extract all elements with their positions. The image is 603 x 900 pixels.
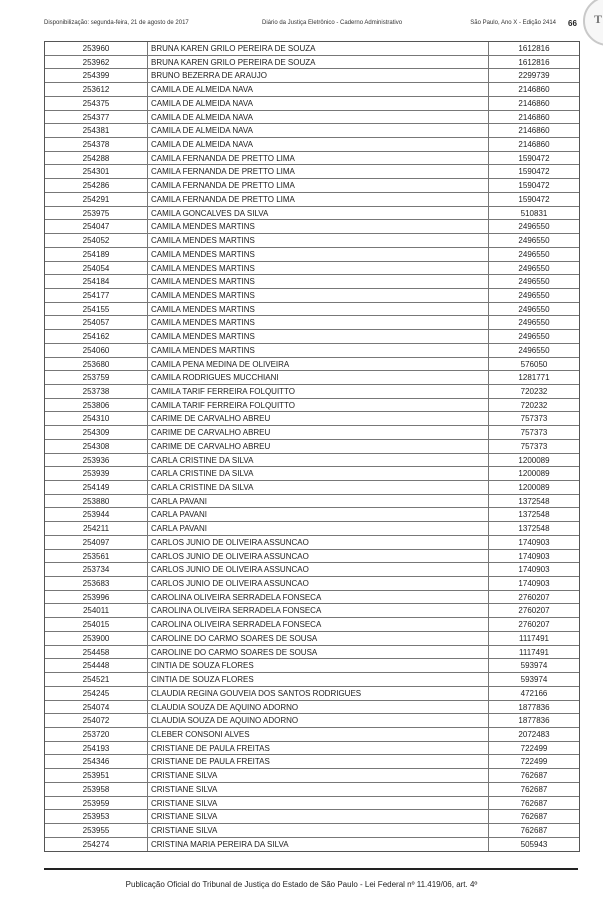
table-row xyxy=(45,797,579,811)
record-id-cell: 254057 xyxy=(45,316,148,329)
person-name-cell: CAMILA DE ALMEIDA NAVA xyxy=(148,97,489,110)
table-row xyxy=(45,495,579,509)
document-number-cell: 1200089 xyxy=(518,469,550,479)
person-name-cell: CAMILA PENA MEDINA DE OLIVEIRA xyxy=(148,358,489,371)
person-name-cell: CARLA PAVANI xyxy=(148,495,489,508)
table-row xyxy=(45,454,579,468)
record-id-cell: 253958 xyxy=(45,783,148,796)
record-id-cell: 254301 xyxy=(45,165,148,178)
table-row xyxy=(45,69,579,83)
document-number-cell: 2496550 xyxy=(518,277,550,287)
table-row xyxy=(45,207,579,221)
table-row xyxy=(45,234,579,248)
table-row xyxy=(45,248,579,262)
person-name-cell: CAMILA RODRIGUES MUCCHIANI xyxy=(148,371,489,384)
document-number-cell: 2496550 xyxy=(518,345,550,355)
record-id-cell: 253880 xyxy=(45,495,148,508)
document-number-cell: 576050 xyxy=(520,359,548,369)
court-seal-icon: T xyxy=(583,0,603,46)
document-number-cell: 1200089 xyxy=(518,483,550,492)
document-number-cell: 1740903 xyxy=(518,565,550,575)
document-number-cell: 2146860 xyxy=(518,112,550,122)
person-name-cell: CRISTIANE SILVA xyxy=(148,810,489,823)
record-id-cell: 254310 xyxy=(45,412,148,425)
document-number-cell: 2072483 xyxy=(518,729,550,739)
document-number-cell: 2146860 xyxy=(518,85,550,95)
record-id-cell: 254211 xyxy=(45,522,148,535)
record-id-cell: 254381 xyxy=(45,124,148,137)
document-number-cell: 2496550 xyxy=(518,222,550,232)
person-name-cell: CARLOS JUNIO DE OLIVEIRA ASSUNCAO xyxy=(148,563,489,576)
document-number-cell: 593974 xyxy=(520,675,548,685)
record-id-cell: 253953 xyxy=(45,810,148,823)
document-number-cell: 2496550 xyxy=(518,249,550,259)
document-number-cell: 722499 xyxy=(520,757,548,767)
record-id-cell: 254060 xyxy=(45,344,148,357)
document-number-cell: 1117491 xyxy=(519,633,549,643)
table-row xyxy=(45,358,579,372)
record-id-cell: 253900 xyxy=(45,632,148,645)
record-id-cell: 253806 xyxy=(45,399,148,412)
page-header xyxy=(44,20,580,32)
table-row xyxy=(45,138,579,152)
person-name-cell: CARLOS JUNIO DE OLIVEIRA ASSUNCAO xyxy=(148,577,489,590)
person-name-cell: CRISTINA MARIA PEREIRA DA SILVA xyxy=(148,838,489,852)
record-id-cell: 253951 xyxy=(45,769,148,782)
record-id-cell: 253975 xyxy=(45,207,148,220)
person-name-cell: CARLA CRISTINE DA SILVA xyxy=(148,467,489,480)
document-number-cell: 2496550 xyxy=(518,236,550,246)
document-number-cell: 1590472 xyxy=(518,153,550,163)
table-row xyxy=(45,687,579,701)
person-name-cell: CAMILA MENDES MARTINS xyxy=(148,275,489,288)
document-number-cell: 762687 xyxy=(520,825,548,835)
person-name-cell: CARLA CRISTINE DA SILVA xyxy=(148,481,489,494)
document-number-cell: 1590472 xyxy=(518,181,550,191)
person-name-cell: CRISTIANE SILVA xyxy=(148,783,489,796)
table-row xyxy=(45,783,579,797)
person-name-cell: BRUNA KAREN GRILO PEREIRA DE SOUZA xyxy=(148,56,489,69)
document-number-cell: 1590472 xyxy=(518,167,550,177)
document-number-cell: 1281771 xyxy=(518,373,550,383)
document-number-cell: 1590472 xyxy=(518,194,550,204)
table-row xyxy=(45,275,579,289)
table-row xyxy=(45,124,579,138)
document-number-cell: 2146860 xyxy=(518,98,550,108)
record-id-cell: 254291 xyxy=(45,193,148,206)
record-id-cell: 254288 xyxy=(45,152,148,165)
record-id-cell: 253680 xyxy=(45,358,148,371)
document-number-cell: 762687 xyxy=(520,771,548,781)
record-id-cell: 253936 xyxy=(45,454,148,467)
document-number-cell: 1877836 xyxy=(518,716,550,726)
record-id-cell: 254521 xyxy=(45,673,148,686)
person-name-cell: CAMILA FERNANDA DE PRETTO LIMA xyxy=(148,152,489,165)
record-id-cell: 254458 xyxy=(45,646,148,659)
record-id-cell: 254052 xyxy=(45,234,148,247)
table-row xyxy=(45,714,579,728)
table-row xyxy=(45,659,579,673)
document-number-cell: 1740903 xyxy=(518,551,550,561)
person-name-cell: CAMILA MENDES MARTINS xyxy=(148,316,489,329)
record-id-cell: 254015 xyxy=(45,618,148,631)
table-row xyxy=(45,481,579,495)
person-name-cell: CLAUDIA SOUZA DE AQUINO ADORNO xyxy=(148,701,489,714)
document-number-cell: 720232 xyxy=(520,400,548,410)
person-name-cell: CAROLINE DO CARMO SOARES DE SOUSA xyxy=(148,646,489,659)
footer-text: Publicação Oficial do Tribunal de Justiça do Estado de São Paulo - Lei Federal nº 11.419/06, art. 4º xyxy=(125,880,478,889)
record-id-cell: 254074 xyxy=(45,701,148,714)
table-row xyxy=(45,412,579,426)
person-name-cell: CAROLINE DO CARMO SOARES DE SOUSA xyxy=(148,632,489,645)
person-name-cell: CLEBER CONSONI ALVES xyxy=(148,728,489,741)
table-row xyxy=(45,344,579,358)
table-row xyxy=(45,701,579,715)
record-id-cell: 254274 xyxy=(45,838,148,852)
document-number-cell: 720232 xyxy=(520,386,548,396)
record-id-cell: 254286 xyxy=(45,179,148,192)
record-id-cell: 254193 xyxy=(45,742,148,755)
table-row xyxy=(45,316,579,330)
person-name-cell: BRUNA KAREN GRILO PEREIRA DE SOUZA xyxy=(148,42,489,55)
table-row xyxy=(45,673,579,687)
table-row xyxy=(45,769,579,783)
records-table xyxy=(44,41,580,852)
document-number-cell: 762687 xyxy=(520,812,548,822)
table-row xyxy=(45,303,579,317)
record-id-cell: 254189 xyxy=(45,248,148,261)
table-row xyxy=(45,646,579,660)
record-id-cell: 254097 xyxy=(45,536,148,549)
table-row xyxy=(45,563,579,577)
document-number-cell: 1740903 xyxy=(518,579,550,589)
record-id-cell: 253955 xyxy=(45,824,148,837)
record-id-cell: 254448 xyxy=(45,659,148,672)
table-row xyxy=(45,399,579,413)
table-row xyxy=(45,550,579,564)
document-number-cell: 1372548 xyxy=(518,524,550,534)
person-name-cell: CAMILA MENDES MARTINS xyxy=(148,289,489,302)
document-number-cell: 593974 xyxy=(520,661,548,671)
person-name-cell: CAMILA MENDES MARTINS xyxy=(148,234,489,247)
record-id-cell: 253996 xyxy=(45,591,148,604)
table-row xyxy=(45,742,579,756)
table-row xyxy=(45,467,579,481)
record-id-cell: 254375 xyxy=(45,97,148,110)
document-number-cell: 762687 xyxy=(520,784,548,794)
table-row xyxy=(45,220,579,234)
record-id-cell: 253759 xyxy=(45,371,148,384)
record-id-cell: 254399 xyxy=(45,69,148,82)
record-id-cell: 253959 xyxy=(45,797,148,810)
person-name-cell: CAMILA MENDES MARTINS xyxy=(148,303,489,316)
record-id-cell: 254072 xyxy=(45,714,148,727)
table-row xyxy=(45,83,579,97)
document-number-cell: 505943 xyxy=(520,839,548,849)
document-number-cell: 1200089 xyxy=(518,455,550,465)
document-number-cell: 722499 xyxy=(520,743,548,753)
record-id-cell: 253738 xyxy=(45,385,148,398)
table-row xyxy=(45,508,579,522)
person-name-cell: CINTIA DE SOUZA FLORES xyxy=(148,673,489,686)
record-id-cell: 254177 xyxy=(45,289,148,302)
document-number-cell: 2299739 xyxy=(518,71,550,81)
record-id-cell: 254011 xyxy=(45,604,148,617)
document-number-cell: 2146860 xyxy=(518,126,550,136)
document-number-cell: 1117491 xyxy=(519,647,549,657)
table-row xyxy=(45,193,579,207)
table-row xyxy=(45,755,579,769)
person-name-cell: CRISTIANE DE PAULA FREITAS xyxy=(148,742,489,755)
table-row xyxy=(45,111,579,125)
person-name-cell: CRISTIANE DE PAULA FREITAS xyxy=(148,755,489,768)
document-number-cell: 1372548 xyxy=(518,510,550,520)
record-id-cell: 253683 xyxy=(45,577,148,590)
record-id-cell: 254378 xyxy=(45,138,148,151)
table-row xyxy=(45,604,579,618)
document-number-cell: 1877836 xyxy=(518,702,550,712)
table-row xyxy=(45,42,579,56)
table-row xyxy=(45,824,579,838)
table-row xyxy=(45,152,579,166)
publication-date: Disponibilização: segunda-feira, 21 de agosto de 2017 xyxy=(44,20,189,26)
record-id-cell: 254155 xyxy=(45,303,148,316)
person-name-cell: CARIME DE CARVALHO ABREU xyxy=(148,412,489,425)
person-name-cell: CAMILA FERNANDA DE PRETTO LIMA xyxy=(148,193,489,206)
record-id-cell: 254308 xyxy=(45,440,148,453)
table-row xyxy=(45,56,579,70)
table-row xyxy=(45,522,579,536)
document-number-cell: 1612816 xyxy=(518,57,550,67)
table-row xyxy=(45,810,579,824)
table-row xyxy=(45,728,579,742)
table-row xyxy=(45,289,579,303)
person-name-cell: CAMILA MENDES MARTINS xyxy=(148,248,489,261)
person-name-cell: CAMILA DE ALMEIDA NAVA xyxy=(148,83,489,96)
person-name-cell: CARIME DE CARVALHO ABREU xyxy=(148,426,489,439)
person-name-cell: CRISTIANE SILVA xyxy=(148,797,489,810)
table-row xyxy=(45,179,579,193)
edition-info: São Paulo, Ano X - Edição 2414 xyxy=(470,20,556,26)
table-row xyxy=(45,838,579,852)
table-row xyxy=(45,577,579,591)
record-id-cell: 254162 xyxy=(45,330,148,343)
person-name-cell: CRISTIANE SILVA xyxy=(148,769,489,782)
document-number-cell: 2496550 xyxy=(518,263,550,273)
document-number-cell: 757373 xyxy=(520,441,548,451)
person-name-cell: CAROLINA OLIVEIRA SERRADELA FONSECA xyxy=(148,591,489,604)
document-number-cell: 510831 xyxy=(520,208,548,218)
person-name-cell: CLAUDIA SOUZA DE AQUINO ADORNO xyxy=(148,714,489,727)
table-row xyxy=(45,97,579,111)
person-name-cell: CAMILA FERNANDA DE PRETTO LIMA xyxy=(148,179,489,192)
table-row xyxy=(45,165,579,179)
document-number-cell: 2760207 xyxy=(518,592,550,602)
person-name-cell: CAROLINA OLIVEIRA SERRADELA FONSECA xyxy=(148,618,489,631)
person-name-cell: CRISTIANE SILVA xyxy=(148,824,489,837)
document-number-cell: 1740903 xyxy=(518,537,550,547)
person-name-cell: CAROLINA OLIVEIRA SERRADELA FONSECA xyxy=(148,604,489,617)
person-name-cell: CAMILA GONCALVES DA SILVA xyxy=(148,207,489,220)
document-number-cell: 757373 xyxy=(520,428,548,438)
record-id-cell: 253561 xyxy=(45,550,148,563)
table-row xyxy=(45,426,579,440)
record-id-cell: 253612 xyxy=(45,83,148,96)
document-number-cell: 2496550 xyxy=(518,332,550,342)
table-row xyxy=(45,618,579,632)
record-id-cell: 253720 xyxy=(45,728,148,741)
document-number-cell: 472166 xyxy=(520,688,548,698)
record-id-cell: 254309 xyxy=(45,426,148,439)
person-name-cell: CAMILA MENDES MARTINS xyxy=(148,262,489,275)
document-number-cell: 2496550 xyxy=(518,290,550,300)
person-name-cell: CAMILA DE ALMEIDA NAVA xyxy=(148,111,489,124)
person-name-cell: CAMILA TARIF FERREIRA FOLQUITTO xyxy=(148,399,489,412)
table-row xyxy=(45,632,579,646)
person-name-cell: CAMILA MENDES MARTINS xyxy=(148,344,489,357)
person-name-cell: BRUNO BEZERRA DE ARAUJO xyxy=(148,69,489,82)
person-name-cell: CARLA PAVANI xyxy=(148,522,489,535)
person-name-cell: CARLOS JUNIO DE OLIVEIRA ASSUNCAO xyxy=(148,536,489,549)
document-number-cell: 2760207 xyxy=(518,606,550,616)
person-name-cell: CAMILA DE ALMEIDA NAVA xyxy=(148,138,489,151)
table-row xyxy=(45,536,579,550)
record-id-cell: 253962 xyxy=(45,56,148,69)
person-name-cell: CARLA PAVANI xyxy=(148,508,489,521)
document-number-cell: 2760207 xyxy=(518,620,550,630)
person-name-cell: CAMILA MENDES MARTINS xyxy=(148,220,489,233)
footer-divider xyxy=(44,868,578,870)
document-number-cell: 1372548 xyxy=(518,496,550,506)
document-number-cell: 2496550 xyxy=(518,304,550,314)
table-row xyxy=(45,591,579,605)
record-id-cell: 254377 xyxy=(45,111,148,124)
document-number-cell: 1612816 xyxy=(518,44,550,53)
person-name-cell: CARLA CRISTINE DA SILVA xyxy=(148,454,489,467)
record-id-cell: 254054 xyxy=(45,262,148,275)
person-name-cell: CLAUDIA REGINA GOUVEIA DOS SANTOS RODRIGUES xyxy=(148,687,489,700)
record-id-cell: 253734 xyxy=(45,563,148,576)
page-number: 66 xyxy=(568,19,577,28)
person-name-cell: CAMILA DE ALMEIDA NAVA xyxy=(148,124,489,137)
person-name-cell: CAMILA FERNANDA DE PRETTO LIMA xyxy=(148,165,489,178)
table-row xyxy=(45,262,579,276)
person-name-cell: CARIME DE CARVALHO ABREU xyxy=(148,440,489,453)
record-id-cell: 254245 xyxy=(45,687,148,700)
record-id-cell: 253944 xyxy=(45,508,148,521)
person-name-cell: CAMILA TARIF FERREIRA FOLQUITTO xyxy=(148,385,489,398)
record-id-cell: 254149 xyxy=(45,481,148,494)
record-id-cell: 254184 xyxy=(45,275,148,288)
table-row xyxy=(45,371,579,385)
table-row xyxy=(45,330,579,344)
person-name-cell: CAMILA MENDES MARTINS xyxy=(148,330,489,343)
document-number-cell: 2496550 xyxy=(518,318,550,328)
table-row xyxy=(45,440,579,454)
document-number-cell: 757373 xyxy=(520,414,548,424)
record-id-cell: 254047 xyxy=(45,220,148,233)
record-id-cell: 253939 xyxy=(45,467,148,480)
document-number-cell: 2146860 xyxy=(518,140,550,150)
record-id-cell: 253960 xyxy=(45,42,148,55)
journal-title: Diário da Justiça Eletrônico - Caderno Administrativo xyxy=(262,20,403,26)
table-row xyxy=(45,385,579,399)
person-name-cell: CINTIA DE SOUZA FLORES xyxy=(148,659,489,672)
person-name-cell: CARLOS JUNIO DE OLIVEIRA ASSUNCAO xyxy=(148,550,489,563)
document-number-cell: 762687 xyxy=(520,798,548,808)
record-id-cell: 254346 xyxy=(45,755,148,768)
